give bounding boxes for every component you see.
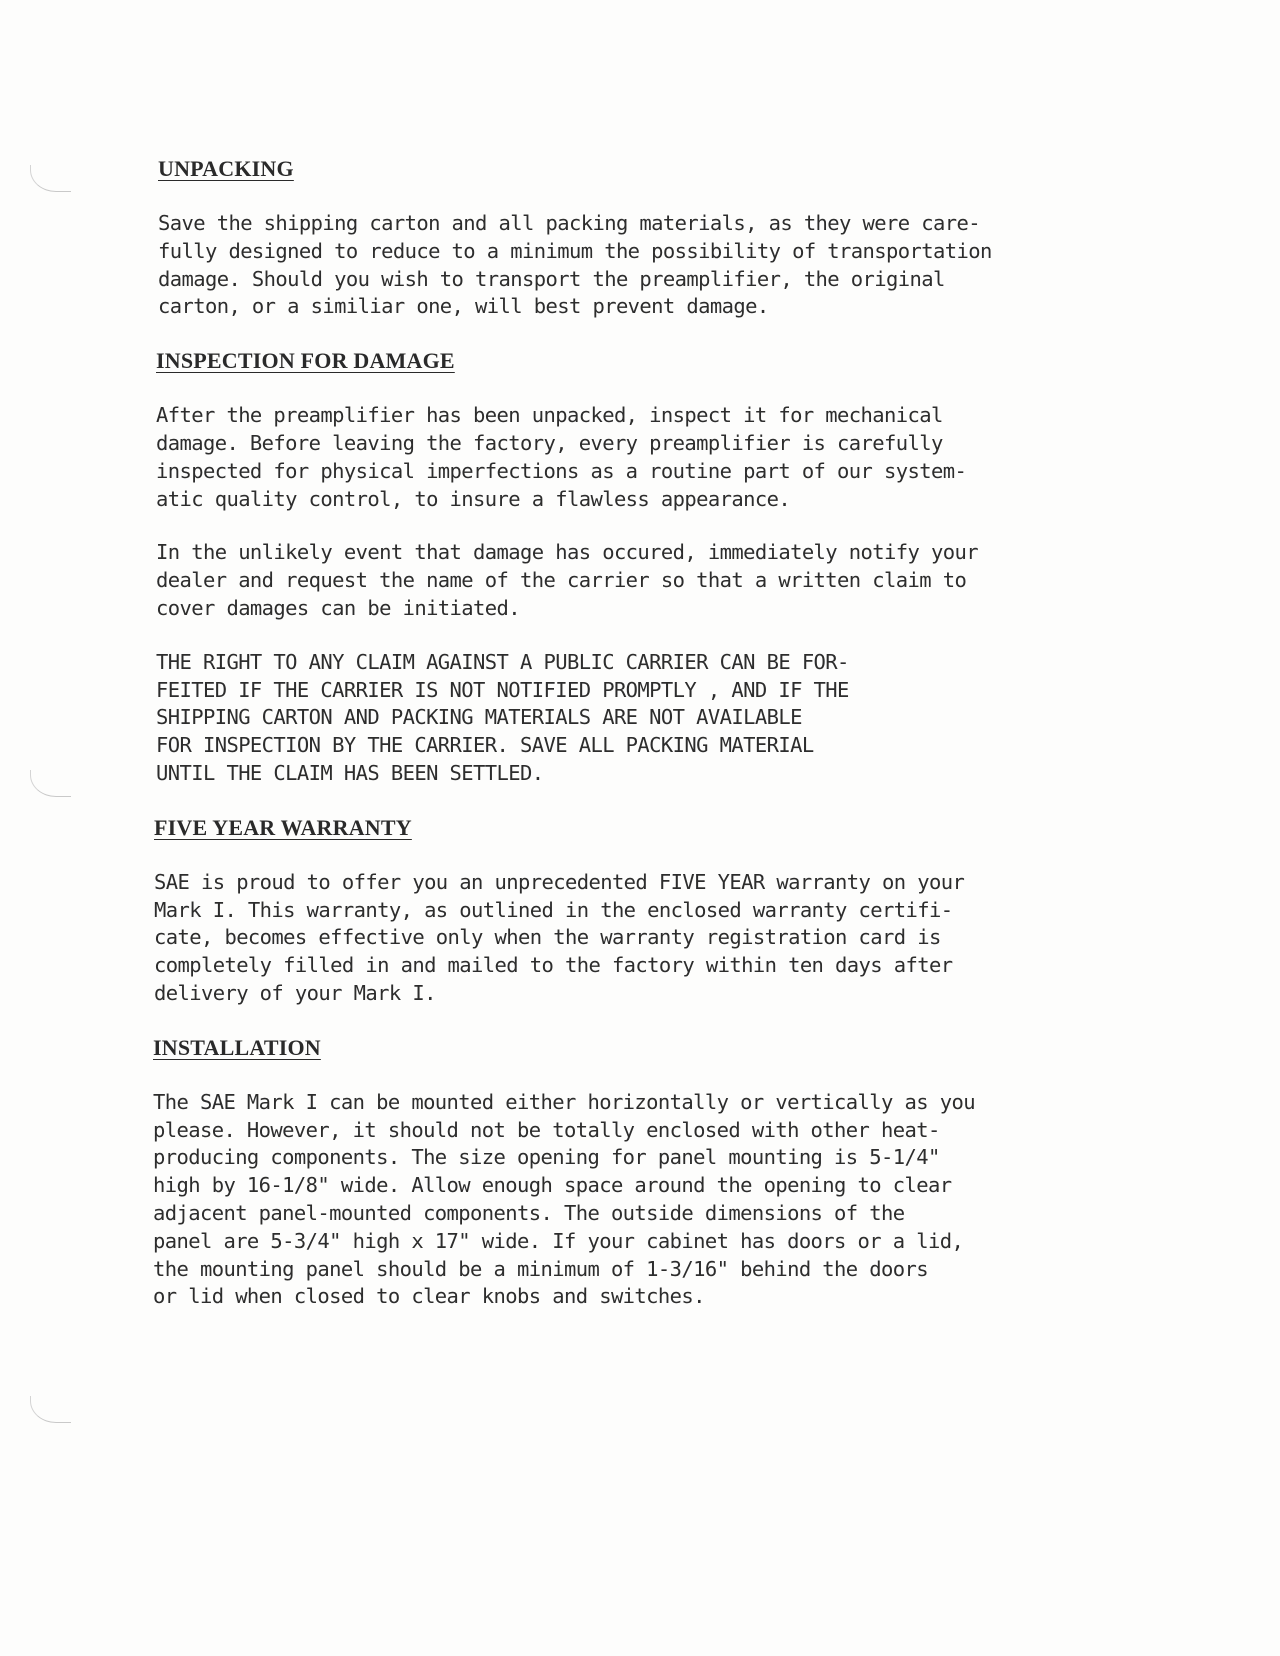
binder-hole-shadow-middle bbox=[30, 770, 71, 797]
paragraph: The SAE Mark I can be mounted either horizontally or vertically as you please. However, it should not be totally enclosed with other heat- producing components. The size opening for panel mounting is 5-1/4" high by 16-1/8" wide. Allow enough space around the opening to clear adjacent panel-mounted components. The outside dimensions of the panel are 5-3/4" high x 17" wide. If your cabinet has doors or a lid, the mounting panel should be a minimum of 1-3/16" behind the doors or lid when closed to clear knobs and switches. bbox=[153, 1089, 975, 1309]
document-body bbox=[153, 155, 1078, 1311]
section-title: UNPACKING bbox=[158, 156, 294, 181]
paragraph: THE RIGHT TO ANY CLAIM AGAINST A PUBLIC CARRIER CAN BE FOR- FEITED IF THE CARRIER IS NOT NOTIFIED PROMPTLY , AND IF THE SHIPPING CARTON AND PACKING MATERIALS ARE NOT AVAILABLE FOR INSPECTION BY THE CARRIER. SAVE ALL PACKING MATERIAL UNTIL THE CLAIM HAS BEEN SETTLED. bbox=[156, 649, 849, 785]
section-unpacking bbox=[158, 155, 1078, 321]
section-five-year-warranty bbox=[154, 814, 1078, 1008]
section-inspection-for-damage bbox=[156, 347, 1078, 788]
section-title: INSTALLATION bbox=[153, 1034, 321, 1060]
binder-hole-shadow-top bbox=[30, 165, 71, 192]
paragraph: After the preamplifier has been unpacked, inspect it for mechanical damage. Before leaving the factory, every preamplifier is carefully inspected for physical imperfections as a routine part of our system- atic quality control, to insure a flawless appearance. bbox=[156, 403, 967, 511]
section-title: INSPECTION FOR DAMAGE bbox=[156, 348, 455, 374]
paragraph: SAE is proud to offer you an unprecedented FIVE YEAR warranty on your Mark I. This warranty, as outlined in the enclosed warranty certifi- cate, becomes effective only when the warranty registration card is completely filled in and mailed to the factory within ten days after delivery of your Mark I. bbox=[154, 869, 965, 1005]
paragraph: In the unlikely event that damage has occured, immediately notify your dealer and request the name of the carrier so that a written claim to cover damages can be initiated. bbox=[156, 540, 978, 620]
section-installation bbox=[153, 1034, 1078, 1311]
paragraph: Save the shipping carton and all packing materials, as they were care- fully designed to reduce to a minimum the possibility of transportation damage. Should you wish to transport the preamplifier, the original carton, or a similiar one, will best prevent damage. bbox=[158, 211, 992, 319]
binder-hole-shadow-bottom bbox=[30, 1396, 71, 1423]
section-title: FIVE YEAR WARRANTY bbox=[154, 814, 412, 840]
